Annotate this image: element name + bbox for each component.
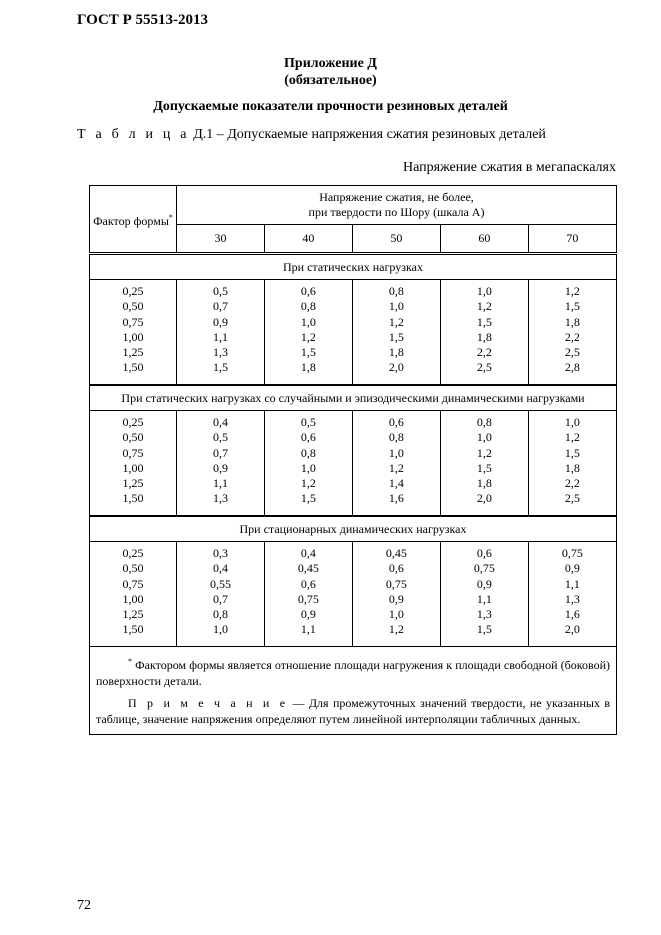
- stress-values-60: [440, 411, 528, 517]
- appendix-title: Приложение Д: [284, 56, 377, 71]
- stress-value: 1,2: [564, 430, 580, 445]
- stress-value: 0,9: [300, 607, 316, 622]
- stress-value: 1,1: [212, 329, 228, 344]
- stress-value: 2,2: [476, 345, 492, 360]
- stress-value: 2,5: [564, 345, 580, 360]
- stress-values-70: [528, 411, 616, 517]
- stress-value: 1,2: [564, 284, 580, 298]
- hardness-header-60: 60: [440, 225, 528, 254]
- stress-value: 0,75: [561, 546, 583, 560]
- stress-value: 2,2: [564, 329, 580, 344]
- stress-value: 0,5: [212, 430, 228, 445]
- stress-value: 0,6: [300, 284, 316, 298]
- table-row: [90, 542, 617, 647]
- stress-value: 1,6: [564, 607, 580, 622]
- stress-value: 0,9: [212, 460, 228, 475]
- stress-value: 1,6: [388, 491, 404, 506]
- stress-value: 0,5: [300, 415, 316, 429]
- stress-value: 0,8: [476, 415, 492, 429]
- table-caption: [77, 127, 546, 143]
- shape-factor-cell: [90, 542, 177, 647]
- stress-value: 1,5: [476, 460, 492, 475]
- shape-factor-value: 0,75: [122, 314, 144, 329]
- stress-value: 0,9: [564, 561, 580, 576]
- stress-value: 1,0: [300, 460, 316, 475]
- stress-value: 0,6: [388, 415, 404, 429]
- stress-values-60: [440, 542, 528, 647]
- stress-values-30: [177, 280, 265, 386]
- shape-factor-value: 1,00: [122, 329, 144, 344]
- stress-values-40: [264, 280, 352, 386]
- stress-value: 0,9: [212, 314, 228, 329]
- stress-group-header: Напряжение сжатия, не более, при твердости по Шору (шкала А): [177, 186, 617, 225]
- units-label: Напряжение сжатия в мегапаскалях: [403, 160, 616, 175]
- stress-value: 0,4: [212, 415, 228, 429]
- shape-factor-value: 0,75: [122, 576, 144, 591]
- stress-value: 1,8: [564, 460, 580, 475]
- stress-value: 2,0: [564, 622, 580, 637]
- stress-value: 0,7: [212, 591, 228, 606]
- stress-value: 1,0: [476, 430, 492, 445]
- section-heading: При стационарных динамических нагрузках: [90, 516, 617, 542]
- shape-factor-value: 0,25: [122, 284, 144, 298]
- footnote-mark: *: [168, 212, 173, 222]
- table-caption-text: Д.1 – Допускаемые напряжения сжатия резиновых деталей: [193, 127, 546, 142]
- stress-values-50: [352, 411, 440, 517]
- hardness-header-50: 50: [352, 225, 440, 254]
- stress-values-70: [528, 280, 616, 386]
- stress-value: 0,8: [212, 607, 228, 622]
- stress-table: [89, 185, 617, 735]
- stress-value: 1,5: [564, 299, 580, 314]
- table-row: [90, 280, 617, 386]
- hardness-header-70: 70: [528, 225, 616, 254]
- stress-value: 0,45: [385, 546, 407, 560]
- stress-value: 1,0: [388, 299, 404, 314]
- stress-value: 1,0: [212, 622, 228, 637]
- stress-value: 0,75: [385, 576, 407, 591]
- stress-value: 1,3: [212, 345, 228, 360]
- stress-value: 2,0: [476, 491, 492, 506]
- footnote-text: * Фактором формы является отношение площади нагружения к площади свободной (боковой) поверхности детали.: [96, 657, 610, 688]
- stress-value: 1,0: [300, 314, 316, 329]
- table-caption-label: Т а б л и ц а: [77, 127, 190, 142]
- stress-value: 0,4: [212, 561, 228, 576]
- stress-value: 1,5: [476, 314, 492, 329]
- stress-value: 1,1: [476, 591, 492, 606]
- stress-values-60: [440, 280, 528, 386]
- note-text: П р и м е ч а н и е — Для промежуточных значений твердости, не указанных в таблице, значение напряжения определяют путем линейной интерполяции табличных данных.: [96, 696, 611, 726]
- shape-factor-value: 1,00: [122, 591, 144, 606]
- shape-factor-value: 1,50: [122, 491, 144, 506]
- stress-value: 1,8: [476, 476, 492, 491]
- stress-value: 2,8: [564, 360, 580, 375]
- stress-value: 1,5: [300, 491, 316, 506]
- shape-factor-value: 0,25: [122, 546, 144, 560]
- shape-factor-value: 0,50: [122, 430, 144, 445]
- stress-value: 0,7: [212, 445, 228, 460]
- stress-value: 1,2: [388, 622, 404, 637]
- stress-values-40: [264, 411, 352, 517]
- stress-value: 1,2: [476, 445, 492, 460]
- stress-value: 0,6: [388, 561, 404, 576]
- stress-value: 0,8: [300, 299, 316, 314]
- stress-value: 1,1: [300, 622, 316, 637]
- page-number: 72: [77, 898, 91, 913]
- stress-value: 1,0: [564, 415, 580, 429]
- stress-value: 1,0: [388, 445, 404, 460]
- shape-factor-value: 0,50: [122, 561, 144, 576]
- stress-values-40: [264, 542, 352, 647]
- stress-value: 1,0: [388, 607, 404, 622]
- stress-value: 1,2: [388, 460, 404, 475]
- stress-value: 1,8: [300, 360, 316, 375]
- stress-value: 0,6: [476, 546, 492, 560]
- stress-value: 1,5: [212, 360, 228, 375]
- shape-factor-value: 0,50: [122, 299, 144, 314]
- stress-value: 0,75: [473, 561, 495, 576]
- stress-values-50: [352, 542, 440, 647]
- section-heading: При статических нагрузках со случайными и эпизодическими динамическими нагрузками: [90, 385, 617, 411]
- shape-factor-value: 0,25: [122, 415, 144, 429]
- stress-value: 2,2: [564, 476, 580, 491]
- stress-value: 1,0: [476, 284, 492, 298]
- stress-value: 1,1: [212, 476, 228, 491]
- shape-factor-value: 1,50: [122, 360, 144, 375]
- stress-value: 0,55: [209, 576, 231, 591]
- table-row: [90, 411, 617, 517]
- stress-value: 0,8: [388, 284, 404, 298]
- shape-factor-value: 1,25: [122, 345, 144, 360]
- stress-value: 1,2: [476, 299, 492, 314]
- stress-value: 1,5: [476, 622, 492, 637]
- stress-value: 0,5: [212, 284, 228, 298]
- stress-value: 1,2: [300, 476, 316, 491]
- stress-values-70: [528, 542, 616, 647]
- document-header: ГОСТ Р 55513-2013: [77, 12, 209, 28]
- appendix-type: (обязательное): [284, 73, 377, 88]
- stress-values-50: [352, 280, 440, 386]
- stress-value: 0,6: [300, 576, 316, 591]
- section-heading: При статических нагрузках: [90, 254, 617, 280]
- shape-factor-cell: [90, 280, 177, 386]
- stress-value: 0,45: [297, 561, 319, 576]
- stress-value: 1,3: [212, 491, 228, 506]
- stress-value: 1,1: [564, 576, 580, 591]
- hardness-header-30: 30: [177, 225, 265, 254]
- shape-factor-value: 1,25: [122, 476, 144, 491]
- stress-value: 1,3: [564, 591, 580, 606]
- stress-value: 0,8: [388, 430, 404, 445]
- shape-factor-header: Фактор формы*: [90, 186, 177, 254]
- stress-value: 1,8: [388, 345, 404, 360]
- table-footnote: [90, 647, 617, 735]
- stress-value: 0,4: [300, 546, 316, 560]
- stress-value: 1,8: [564, 314, 580, 329]
- stress-value: 1,8: [476, 329, 492, 344]
- stress-value: 0,9: [476, 576, 492, 591]
- stress-values-30: [177, 542, 265, 647]
- hardness-header-40: 40: [264, 225, 352, 254]
- shape-factor-value: 1,25: [122, 607, 144, 622]
- stress-value: 0,75: [297, 591, 319, 606]
- shape-factor-value: 1,50: [122, 622, 144, 637]
- stress-value: 0,3: [212, 546, 228, 560]
- stress-value: 1,3: [476, 607, 492, 622]
- stress-value: 1,5: [564, 445, 580, 460]
- stress-value: 1,4: [388, 476, 404, 491]
- stress-value: 1,5: [300, 345, 316, 360]
- shape-factor-value: 0,75: [122, 445, 144, 460]
- stress-value: 0,6: [300, 430, 316, 445]
- stress-value: 1,2: [300, 329, 316, 344]
- stress-value: 1,5: [388, 329, 404, 344]
- stress-values-30: [177, 411, 265, 517]
- stress-value: 2,5: [564, 491, 580, 506]
- stress-value: 1,2: [388, 314, 404, 329]
- shape-factor-value: 1,00: [122, 460, 144, 475]
- stress-value: 0,7: [212, 299, 228, 314]
- stress-value: 0,8: [300, 445, 316, 460]
- stress-value: 2,5: [476, 360, 492, 375]
- stress-value: 2,0: [388, 360, 404, 375]
- section-title: Допускаемые показатели прочности резиновых деталей: [153, 99, 508, 114]
- stress-value: 0,9: [388, 591, 404, 606]
- shape-factor-cell: [90, 411, 177, 517]
